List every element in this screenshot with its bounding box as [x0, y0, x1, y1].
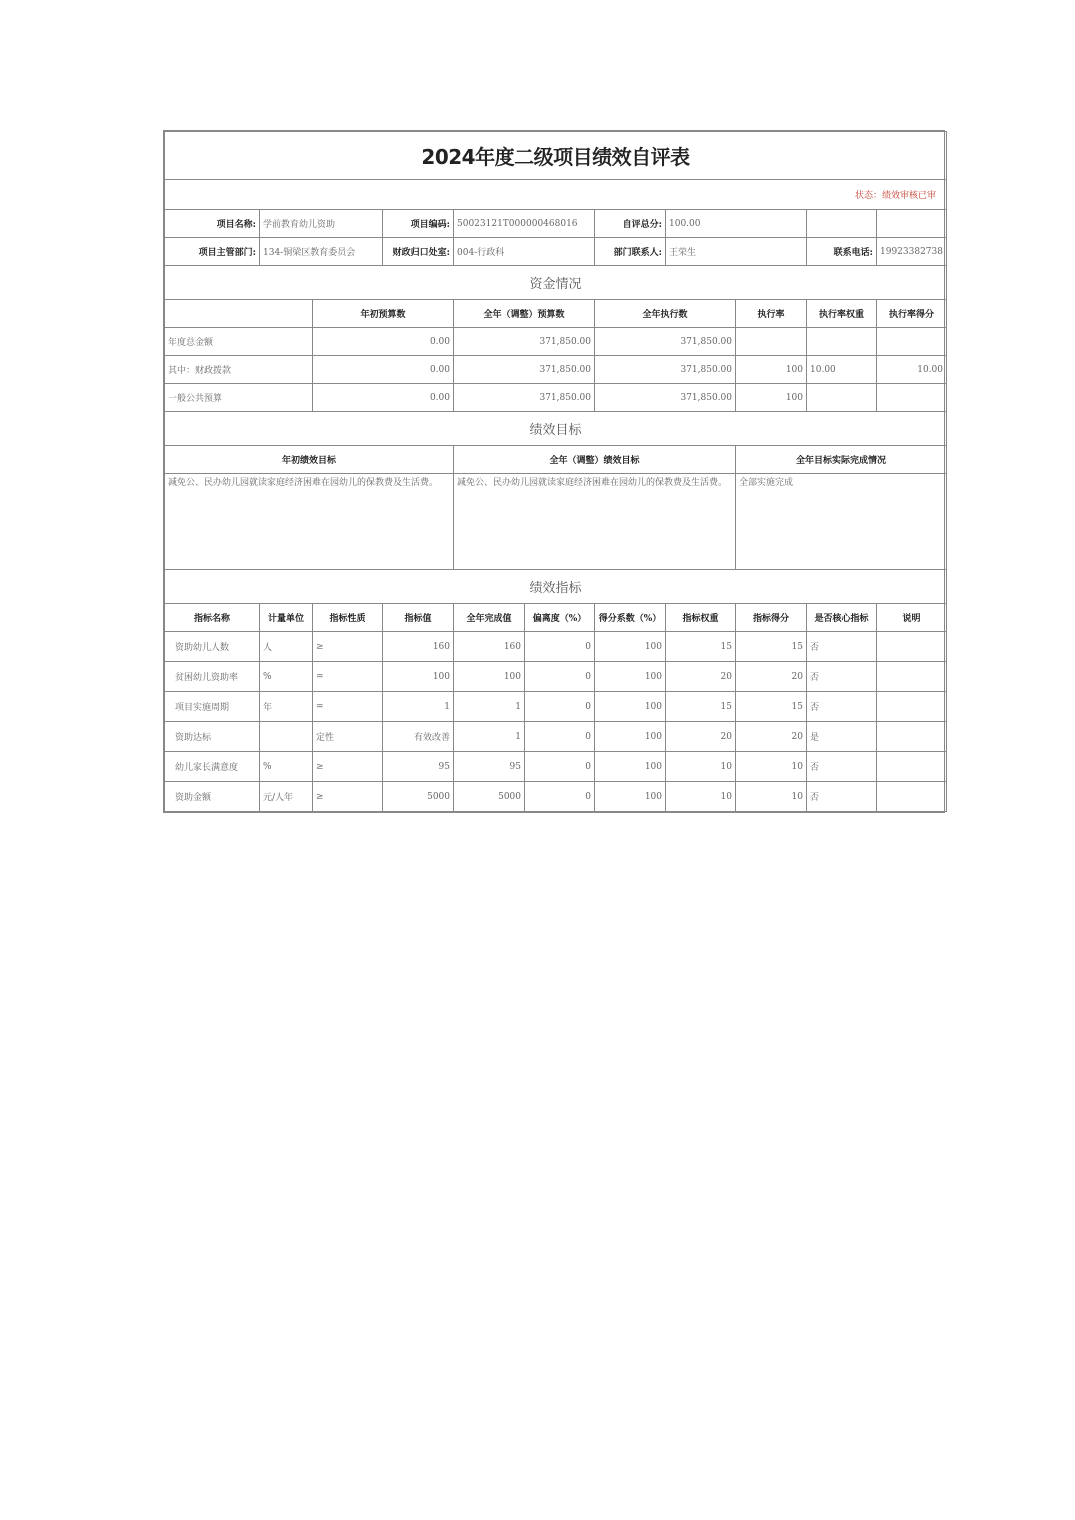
- funds-cell: [877, 384, 947, 412]
- indicator-note: [877, 752, 947, 782]
- table-row: [165, 328, 947, 356]
- goals-header: 年初绩效目标: [165, 446, 454, 474]
- indicator-unit: %: [260, 752, 313, 782]
- phone-value: 19923382738: [877, 238, 947, 266]
- indicator-core: 否: [807, 752, 877, 782]
- indicator-weight: 15: [666, 692, 736, 722]
- dept-label: 项目主管部门:: [165, 238, 260, 266]
- indicator-header: 指标名称: [165, 604, 260, 632]
- evaluation-table: [164, 131, 947, 812]
- indicator-weight: 10: [666, 752, 736, 782]
- phone-label: 联系电话:: [807, 238, 877, 266]
- funds-row-label: 其中：财政拨款: [165, 356, 313, 384]
- indicator-actual: 160: [454, 632, 525, 662]
- indicator-deviation: 0: [525, 662, 595, 692]
- indicator-nature: ≥: [313, 782, 383, 812]
- indicator-target: 5000: [383, 782, 454, 812]
- indicator-weight: 10: [666, 782, 736, 812]
- indicator-score-coef: 100: [595, 722, 666, 752]
- indicator-header: 指标性质: [313, 604, 383, 632]
- indicator-unit: 人: [260, 632, 313, 662]
- funds-cell: [877, 328, 947, 356]
- indicator-score-coef: 100: [595, 752, 666, 782]
- indicator-score-coef: 100: [595, 662, 666, 692]
- indicator-target: 100: [383, 662, 454, 692]
- indicators-section-title: 绩效指标: [165, 570, 947, 604]
- table-row: [165, 356, 947, 384]
- funds-cell: 0.00: [313, 356, 454, 384]
- funds-row-label: 年度总金额: [165, 328, 313, 356]
- table-row: [165, 662, 947, 692]
- indicator-unit: 年: [260, 692, 313, 722]
- indicator-actual: 100: [454, 662, 525, 692]
- indicator-deviation: 0: [525, 692, 595, 722]
- funds-row-label: 一般公共预算: [165, 384, 313, 412]
- funds-cell: 100: [736, 384, 807, 412]
- contact-label: 部门联系人:: [595, 238, 666, 266]
- empty-cell: [807, 210, 877, 238]
- funds-cell: 371,850.00: [595, 328, 736, 356]
- project-name-value: 学前教育幼儿资助: [260, 210, 383, 238]
- indicator-actual: 95: [454, 752, 525, 782]
- funds-header: 执行率得分: [877, 300, 947, 328]
- funds-cell: 0.00: [313, 328, 454, 356]
- score-label: 自评总分:: [595, 210, 666, 238]
- indicator-note: [877, 632, 947, 662]
- office-label: 财政归口处室:: [383, 238, 454, 266]
- page-title: 2024年度二级项目绩效自评表: [165, 132, 947, 180]
- funds-cell: [736, 328, 807, 356]
- indicator-score: 20: [736, 662, 807, 692]
- table-row: [165, 692, 947, 722]
- dept-value: 134-铜梁区教育委员会: [260, 238, 383, 266]
- indicator-score: 20: [736, 722, 807, 752]
- funds-cell: 371,850.00: [454, 356, 595, 384]
- goal-initial: 减免公、民办幼儿园就读家庭经济困难在园幼儿的保教费及生活费。: [165, 474, 454, 570]
- indicator-actual: 5000: [454, 782, 525, 812]
- indicator-target: 1: [383, 692, 454, 722]
- funds-header: 执行率权重: [807, 300, 877, 328]
- indicator-target: 有效改善: [383, 722, 454, 752]
- funds-cell: 371,850.00: [595, 384, 736, 412]
- indicator-score-coef: 100: [595, 782, 666, 812]
- project-code-value: 50023121T000000468016: [454, 210, 595, 238]
- indicator-score: 10: [736, 782, 807, 812]
- indicator-core: 否: [807, 632, 877, 662]
- indicator-unit: %: [260, 662, 313, 692]
- indicator-nature: =: [313, 662, 383, 692]
- funds-cell: 371,850.00: [595, 356, 736, 384]
- indicator-deviation: 0: [525, 632, 595, 662]
- indicator-weight: 20: [666, 722, 736, 752]
- goals-header: 全年目标实际完成情况: [736, 446, 947, 474]
- table-row: [165, 752, 947, 782]
- indicator-header: 得分系数（%）: [595, 604, 666, 632]
- project-name-label: 项目名称:: [165, 210, 260, 238]
- funds-cell: 371,850.00: [454, 328, 595, 356]
- indicator-note: [877, 692, 947, 722]
- indicator-header: 指标值: [383, 604, 454, 632]
- indicator-score: 10: [736, 752, 807, 782]
- funds-cell: 0.00: [313, 384, 454, 412]
- indicator-nature: ≥: [313, 632, 383, 662]
- table-row: [165, 782, 947, 812]
- indicator-header: 指标权重: [666, 604, 736, 632]
- indicator-weight: 15: [666, 632, 736, 662]
- table-row: [165, 722, 947, 752]
- indicator-name: 资助幼儿人数: [165, 632, 260, 662]
- indicator-name: 幼儿家长满意度: [165, 752, 260, 782]
- indicator-deviation: 0: [525, 722, 595, 752]
- indicator-note: [877, 662, 947, 692]
- indicator-actual: 1: [454, 692, 525, 722]
- indicator-nature: =: [313, 692, 383, 722]
- goals-section-title: 绩效目标: [165, 412, 947, 446]
- indicator-core: 否: [807, 782, 877, 812]
- funds-cell: [807, 384, 877, 412]
- indicator-core: 否: [807, 662, 877, 692]
- status-text: 状态：绩效审核已审: [165, 180, 947, 210]
- office-value: 004-行政科: [454, 238, 595, 266]
- funds-header: [165, 300, 313, 328]
- funds-cell: 10.00: [877, 356, 947, 384]
- indicator-nature: 定性: [313, 722, 383, 752]
- indicator-unit: 元/人年: [260, 782, 313, 812]
- indicator-header: 计量单位: [260, 604, 313, 632]
- goal-adjusted: 减免公、民办幼儿园就读家庭经济困难在园幼儿的保教费及生活费。: [454, 474, 736, 570]
- indicator-target: 95: [383, 752, 454, 782]
- funds-cell: 371,850.00: [454, 384, 595, 412]
- funds-header: 全年执行数: [595, 300, 736, 328]
- funds-section-title: 资金情况: [165, 266, 947, 300]
- indicator-note: [877, 722, 947, 752]
- indicator-actual: 1: [454, 722, 525, 752]
- indicator-core: 否: [807, 692, 877, 722]
- indicator-header: 是否核心指标: [807, 604, 877, 632]
- indicator-score: 15: [736, 692, 807, 722]
- indicator-name: 贫困幼儿资助率: [165, 662, 260, 692]
- project-code-label: 项目编码:: [383, 210, 454, 238]
- indicator-core: 是: [807, 722, 877, 752]
- table-row: [165, 632, 947, 662]
- goal-completion: 全部实施完成: [736, 474, 947, 570]
- indicator-rows: [165, 632, 947, 812]
- funds-cell: [807, 328, 877, 356]
- indicator-header: 全年完成值: [454, 604, 525, 632]
- funds-header: 执行率: [736, 300, 807, 328]
- empty-cell: [877, 210, 947, 238]
- indicator-name: 资助达标: [165, 722, 260, 752]
- indicator-unit: [260, 722, 313, 752]
- goals-header: 全年（调整）绩效目标: [454, 446, 736, 474]
- indicator-target: 160: [383, 632, 454, 662]
- indicator-deviation: 0: [525, 752, 595, 782]
- indicator-header: 指标得分: [736, 604, 807, 632]
- funds-header: 全年（调整）预算数: [454, 300, 595, 328]
- funds-cell: 10.00: [807, 356, 877, 384]
- indicator-score: 15: [736, 632, 807, 662]
- indicator-name: 资助金额: [165, 782, 260, 812]
- indicator-nature: ≥: [313, 752, 383, 782]
- indicator-deviation: 0: [525, 782, 595, 812]
- indicator-header: 说明: [877, 604, 947, 632]
- funds-header: 年初预算数: [313, 300, 454, 328]
- indicator-score-coef: 100: [595, 632, 666, 662]
- funds-cell: 100: [736, 356, 807, 384]
- indicator-weight: 20: [666, 662, 736, 692]
- indicator-name: 项目实施周期: [165, 692, 260, 722]
- indicator-score-coef: 100: [595, 692, 666, 722]
- table-row: [165, 384, 947, 412]
- contact-value: 王荣生: [666, 238, 807, 266]
- indicator-note: [877, 782, 947, 812]
- performance-evaluation-sheet: [163, 130, 945, 813]
- indicator-header: 偏离度（%）: [525, 604, 595, 632]
- score-value: 100.00: [666, 210, 807, 238]
